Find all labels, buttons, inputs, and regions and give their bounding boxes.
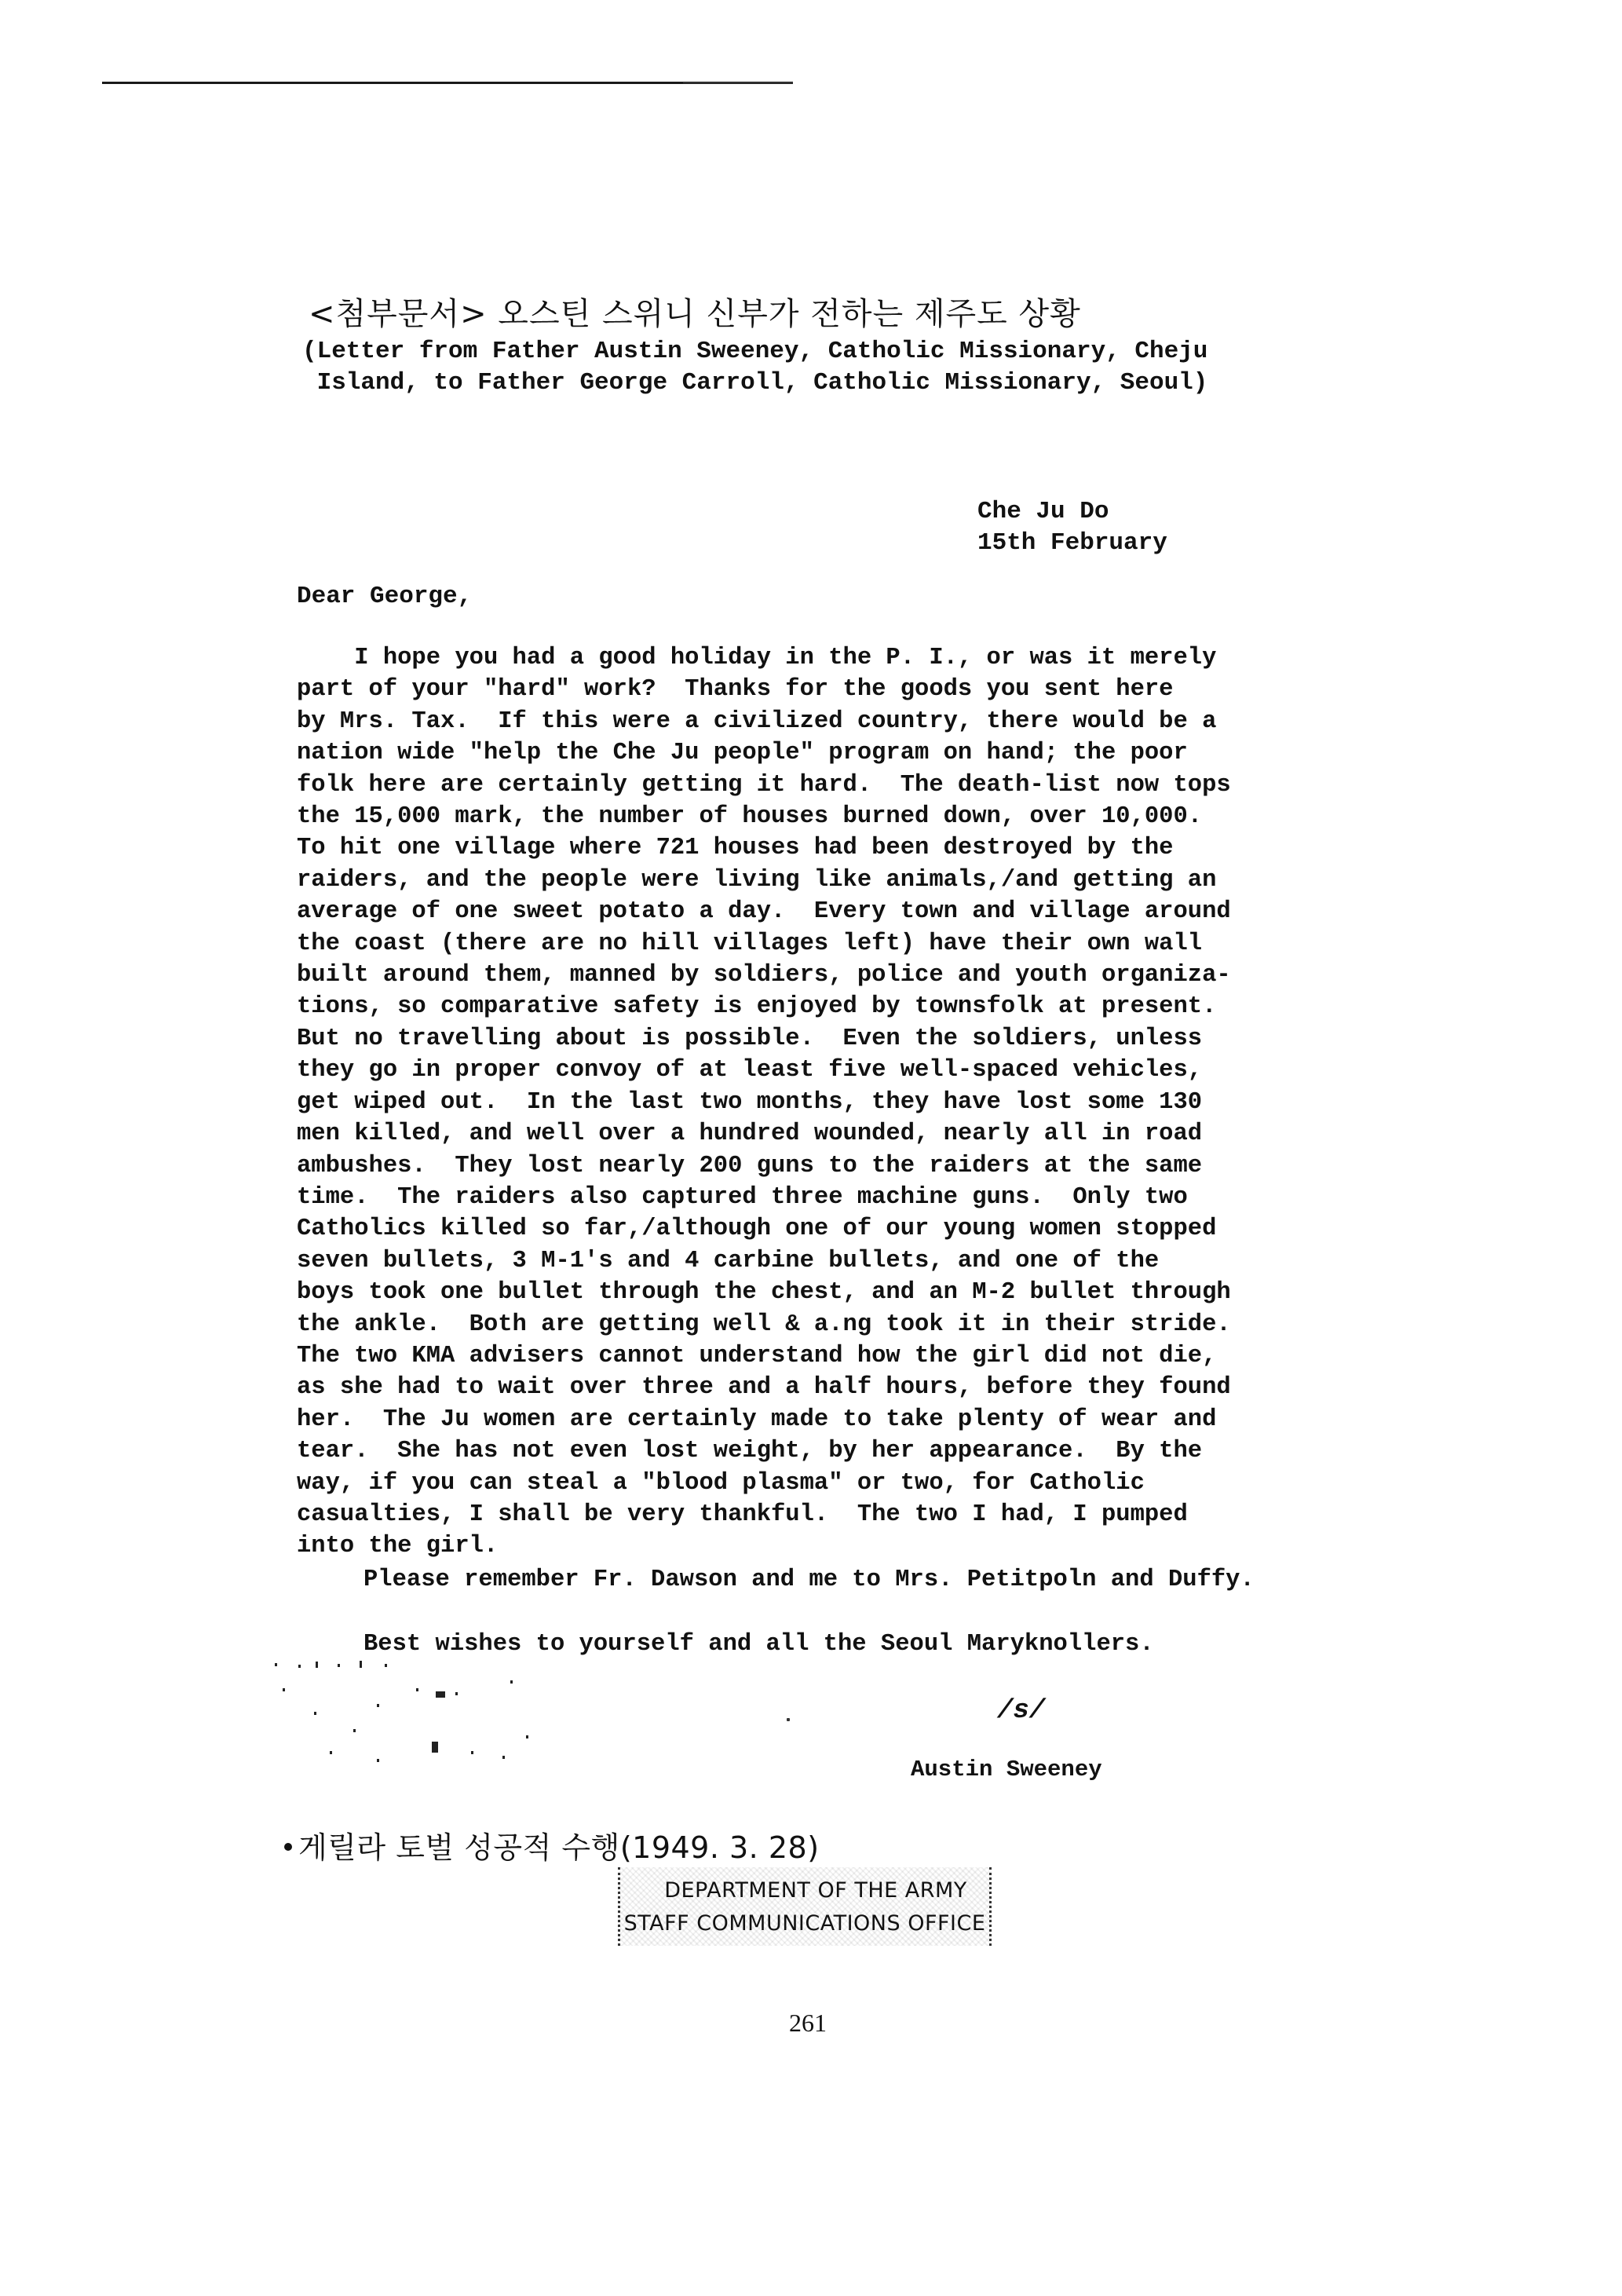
body-line: into the girl. — [297, 1533, 499, 1560]
signature-mark: /s/ — [997, 1696, 1046, 1726]
letter-date: 15th February — [977, 529, 1167, 557]
body-line: men killed, and well over a hundred wounded, nearly all in road — [297, 1121, 1203, 1148]
letter-salutation: Dear George, — [297, 583, 473, 610]
body-line: folk here are certainly getting it hard. The death-list now tops — [297, 771, 1231, 799]
body-line: by Mrs. Tax. If this were a civilized country, there would be a — [297, 707, 1217, 735]
letter-closing-remember: Please remember Fr. Dawson and me to Mrs. Petitpoln and Duffy. — [363, 1567, 1255, 1593]
subtitle-line-2: Island, to Father George Carroll, Catholic Missionary, Seoul) — [302, 369, 1208, 397]
letter-body — [297, 642, 1310, 1563]
body-line: seven bullets, 3 M-1's and 4 carbine bullets, and one of the — [297, 1247, 1160, 1274]
body-line: The two KMA advisers cannot understand how the girl did not die, — [297, 1342, 1217, 1369]
body-line: time. The raiders also captured three machine guns. Only two — [297, 1183, 1188, 1211]
body-line: her. The Ju women are certainly made to take plenty of wear and — [297, 1406, 1217, 1433]
caption-text: 게릴라 토벌 성공적 수행(1949. 3. 28) — [298, 1830, 820, 1865]
body-line: the ankle. Both are getting well & a.ng took it in their stride. — [297, 1311, 1231, 1338]
photo-caption — [284, 1823, 820, 1866]
signature-name: Austin Sweeney — [911, 1757, 1102, 1782]
page-number: 261 — [789, 2009, 827, 2037]
body-line: they go in proper convoy of at least five well-spaced vehicles, — [297, 1057, 1203, 1084]
letter-closing-wishes: Best wishes to yourself and all the Seoul Maryknollers. — [363, 1631, 1154, 1658]
subtitle-line-1: (Letter from Father Austin Sweeney, Catholic Missionary, Cheju — [302, 338, 1208, 365]
english-subtitle — [302, 336, 1207, 399]
body-line: Catholics killed so far,/although one of our young women stopped — [297, 1216, 1217, 1243]
scan-speck — [787, 1718, 790, 1721]
letter-place-date — [977, 496, 1167, 559]
body-line: I hope you had a good holiday in the P. I., or was it merely — [297, 645, 1217, 671]
letter-place: Che Ju Do — [977, 498, 1109, 525]
body-line: built around them, manned by soldiers, police and youth organiza- — [297, 962, 1231, 989]
stamp-line-department: DEPARTMENT OF THE ARMY — [664, 1878, 967, 1903]
body-line: tions, so comparative safety is enjoyed by townsfolk at present. — [297, 993, 1217, 1021]
body-line: To hit one village where 721 houses had been destroyed by the — [297, 835, 1174, 862]
army-stamp — [618, 1867, 992, 1946]
body-line: raiders, and the people were living like animals,/and getting an — [297, 866, 1217, 894]
body-line: average of one sweet potato a day. Every town and village around — [297, 898, 1231, 926]
stamp-line-office: STAFF COMMUNICATIONS OFFICE — [623, 1911, 986, 1936]
body-line: tear. She has not even lost weight, by her appearance. By the — [297, 1438, 1203, 1465]
body-line: as she had to wait over three and a half hours, before they found — [297, 1374, 1231, 1402]
body-line: But no travelling about is possible. Even the soldiers, unless — [297, 1025, 1203, 1052]
body-line: get wiped out. In the last two months, they have lost some 130 — [297, 1088, 1203, 1116]
body-line: the 15,000 mark, the number of houses burned down, over 10,000. — [297, 803, 1203, 831]
body-line: part of your "hard" work? Thanks for the goods you sent here — [297, 676, 1174, 704]
body-line: boys took one bullet through the chest, and an M-2 bullet through — [297, 1279, 1231, 1307]
body-line: the coast (there are no hill villages left) have their own wall — [297, 930, 1203, 957]
body-line: ambushes. They lost nearly 200 guns to the raiders at the same — [297, 1152, 1203, 1179]
korean-document-title: <첨부문서> 오스틴 스위니 신부가 전하는 제주도 상황 — [309, 296, 1081, 332]
bullet-icon — [284, 1843, 292, 1851]
scan-noise-specks — [267, 1657, 597, 1775]
top-rule-line-thin — [683, 82, 793, 83]
body-line: nation wide "help the Che Ju people" program on hand; the poor — [297, 740, 1188, 767]
body-line: way, if you can steal a "blood plasma" or two, for Catholic — [297, 1469, 1145, 1497]
body-line: casualties, I shall be very thankful. The two I had, I pumped — [297, 1501, 1188, 1528]
